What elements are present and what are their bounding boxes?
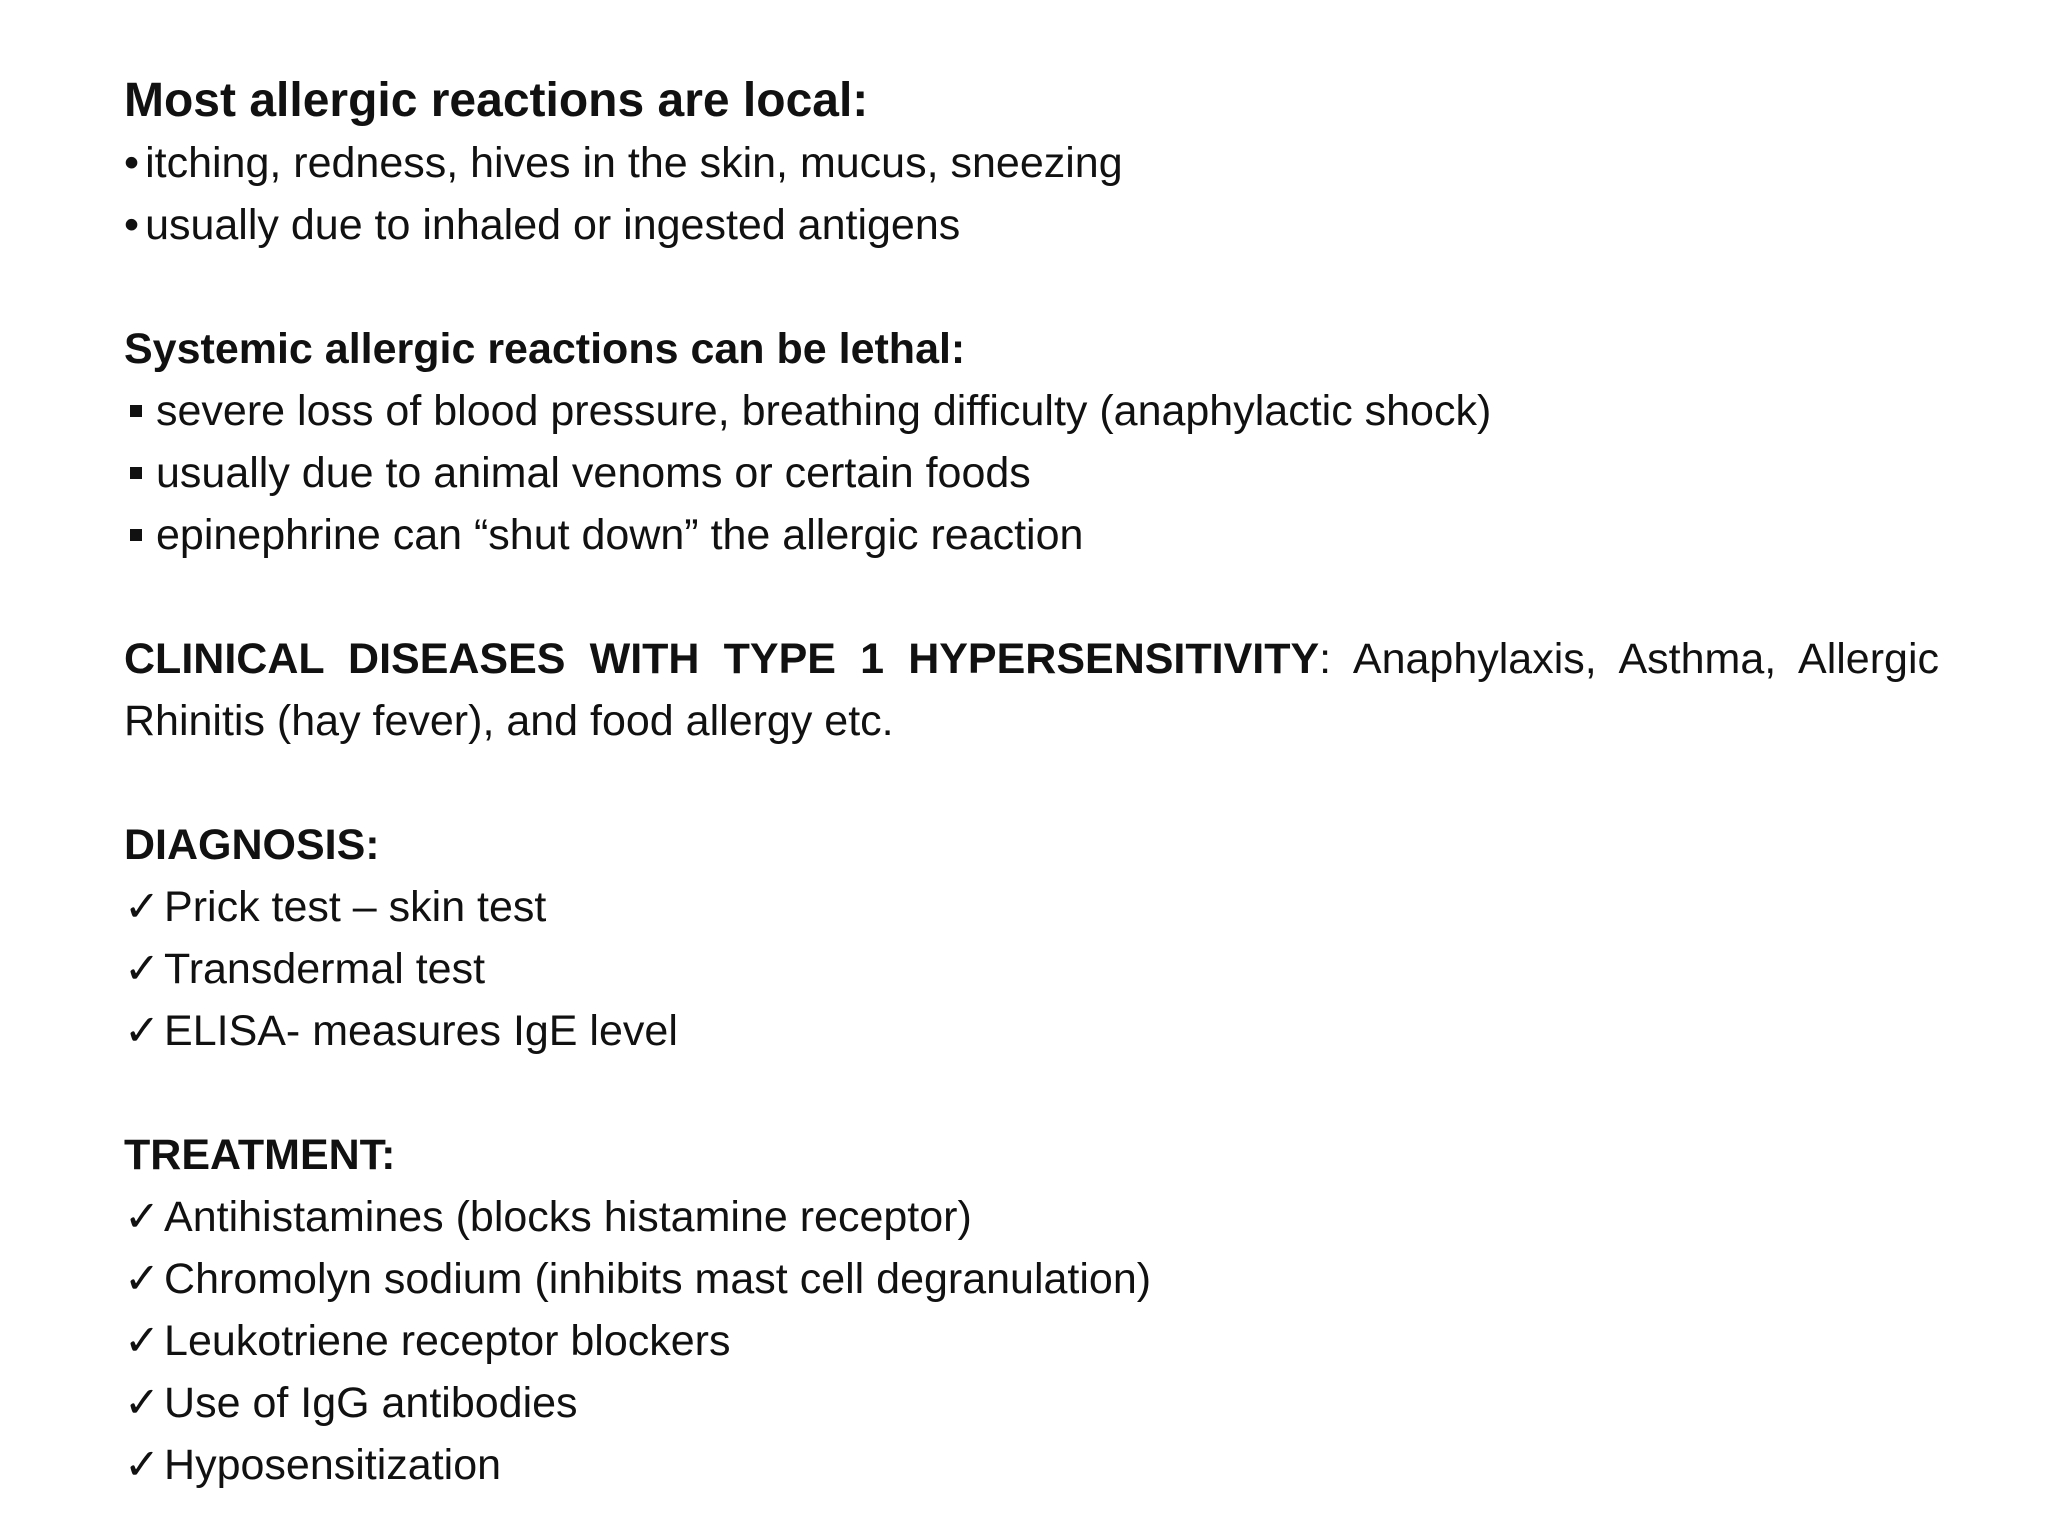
systemic-item bbox=[124, 504, 1939, 566]
treatment-item-text: Hyposensitization bbox=[164, 1441, 502, 1489]
treatment-heading: TREATMENT: bbox=[124, 1131, 396, 1179]
square-bullet-icon bbox=[130, 467, 142, 479]
systemic-heading: Systemic allergic reactions can be lethal: bbox=[124, 325, 966, 373]
diagnosis-item-text: Prick test – skin test bbox=[164, 883, 547, 931]
checkmark-icon: ✓ bbox=[124, 945, 161, 993]
diagnosis-item bbox=[124, 876, 1939, 938]
spacer bbox=[124, 566, 1939, 628]
clinical-heading: CLINICAL DISEASES WITH TYPE 1 HYPERSENSITIVITY bbox=[124, 635, 1320, 683]
local-heading-colon: : bbox=[852, 74, 869, 127]
square-bullet-icon bbox=[130, 529, 142, 541]
checkmark-icon: ✓ bbox=[124, 1379, 161, 1427]
checkmark-icon: ✓ bbox=[124, 1441, 161, 1489]
local-heading-line bbox=[124, 70, 1939, 132]
local-item bbox=[124, 132, 1939, 194]
treatment-item bbox=[124, 1186, 1939, 1248]
diagnosis-item bbox=[124, 1000, 1939, 1062]
treatment-item-text: Antihistamines (blocks histamine receptor) bbox=[164, 1193, 972, 1241]
square-bullet-icon bbox=[130, 405, 142, 417]
local-item-text: itching, redness, hives in the skin, mucus, sneezing bbox=[145, 139, 1123, 187]
diagnosis-item-text: ELISA- measures IgE level bbox=[164, 1007, 678, 1055]
treatment-item-text: Use of IgG antibodies bbox=[164, 1379, 578, 1427]
clinical-text: : Anaphylaxis, Asthma, Allergic Rhinitis (hay fever), and food allergy etc. bbox=[124, 635, 1939, 745]
checkmark-icon: ✓ bbox=[124, 1255, 161, 1303]
systemic-item-text: epinephrine can “shut down” the allergic reaction bbox=[156, 511, 1084, 559]
bullet-dot-icon: • bbox=[124, 139, 140, 187]
slide-content bbox=[124, 70, 1939, 1496]
diagnosis-heading: DIAGNOSIS: bbox=[124, 821, 380, 869]
spacer bbox=[124, 256, 1939, 318]
checkmark-icon: ✓ bbox=[124, 1317, 161, 1365]
treatment-item bbox=[124, 1434, 1939, 1496]
systemic-item bbox=[124, 380, 1939, 442]
local-item bbox=[124, 194, 1939, 256]
treatment-item bbox=[124, 1372, 1939, 1434]
systemic-item-text: usually due to animal venoms or certain foods bbox=[156, 449, 1031, 497]
local-item-text: usually due to inhaled or ingested antigens bbox=[145, 201, 961, 249]
checkmark-icon: ✓ bbox=[124, 1007, 161, 1055]
checkmark-icon: ✓ bbox=[124, 883, 161, 931]
treatment-item bbox=[124, 1310, 1939, 1372]
systemic-item bbox=[124, 442, 1939, 504]
checkmark-icon: ✓ bbox=[124, 1193, 161, 1241]
treatment-item bbox=[124, 1248, 1939, 1310]
systemic-item-text: severe loss of blood pressure, breathing difficulty (anaphylactic shock) bbox=[156, 387, 1492, 435]
bullet-dot-icon: • bbox=[124, 201, 140, 249]
spacer bbox=[124, 1062, 1939, 1124]
diagnosis-item-text: Transdermal test bbox=[164, 945, 486, 993]
clinical-paragraph bbox=[124, 628, 1939, 752]
spacer bbox=[124, 752, 1939, 814]
treatment-item-text: Leukotriene receptor blockers bbox=[164, 1317, 731, 1365]
diagnosis-item bbox=[124, 938, 1939, 1000]
local-heading: Most allergic reactions are local bbox=[124, 74, 853, 127]
treatment-item-text: Chromolyn sodium (inhibits mast cell degranulation) bbox=[164, 1255, 1152, 1303]
